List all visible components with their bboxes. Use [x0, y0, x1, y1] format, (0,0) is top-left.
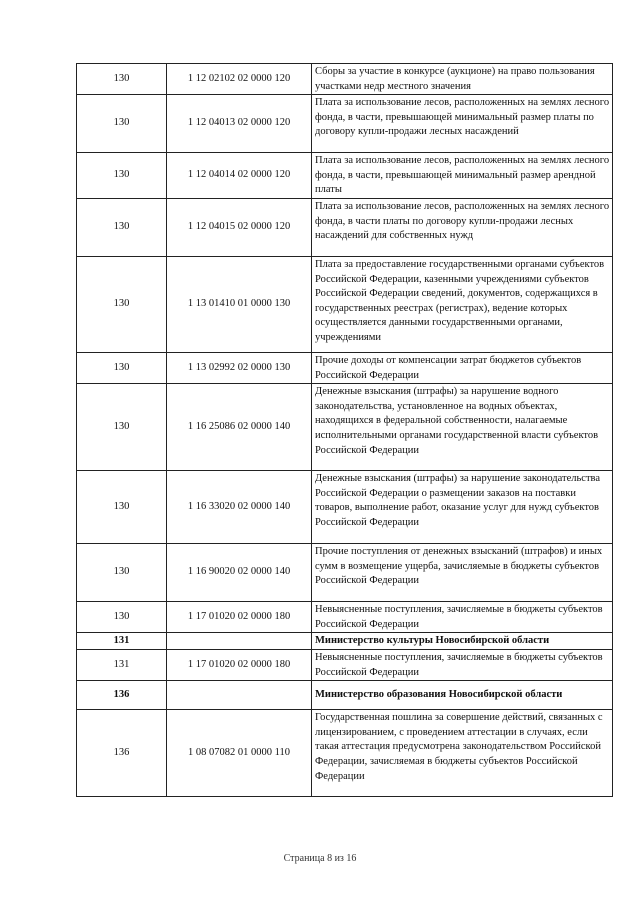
revenue-name-cell: Прочие доходы от компенсации затрат бюджетов субъектов Российской Федерации	[312, 352, 613, 383]
table-row	[77, 602, 613, 633]
revenue-name-cell: Плата за использование лесов, расположенных на землях лесного фонда, в части, превышающей минимальный размер арендной платы	[312, 153, 613, 199]
admin-code-cell: 130	[77, 95, 167, 153]
admin-code-cell: 130	[77, 256, 167, 352]
table-row	[77, 64, 613, 95]
table-row	[77, 544, 613, 602]
admin-code-cell: 130	[77, 352, 167, 383]
revenue-name-cell: Плата за использование лесов, расположенных на землях лесного фонда, в части, превышающей минимальный размер платы по договору купли-продажи лесных насаждений	[312, 95, 613, 153]
revenue-code-cell: 1 13 01410 01 0000 130	[167, 256, 312, 352]
revenue-code-cell: 1 12 04013 02 0000 120	[167, 95, 312, 153]
revenue-code-cell: 1 16 33020 02 0000 140	[167, 471, 312, 544]
table-row	[77, 384, 613, 471]
admin-code-cell: 130	[77, 153, 167, 199]
revenue-code-cell: 1 12 02102 02 0000 120	[167, 64, 312, 95]
table-row	[77, 681, 613, 710]
admin-code-cell: 136	[77, 681, 167, 710]
revenue-name-cell: Невыясненные поступления, зачисляемые в бюджеты субъектов Российской Федерации	[312, 649, 613, 680]
revenue-code-cell: 1 17 01020 02 0000 180	[167, 602, 312, 633]
table-row	[77, 256, 613, 352]
admin-code-cell: 131	[77, 633, 167, 650]
admin-code-cell: 131	[77, 649, 167, 680]
admin-code-cell: 136	[77, 710, 167, 797]
table-body	[77, 64, 613, 797]
table-row	[77, 633, 613, 650]
revenue-name-cell: Денежные взыскания (штрафы) за нарушение законодательства Российской Федерации о размещении заказов на поставки товаров, выполнение работ, оказание услуг для нужд субъектов Российской Федерации	[312, 471, 613, 544]
revenue-code-cell: 1 08 07082 01 0000 110	[167, 710, 312, 797]
table-row	[77, 198, 613, 256]
revenue-name-cell: Государственная пошлина за совершение действий, связанных с лицензированием, с проведением аттестации в случаях, если такая аттестация предусмотрена законодательством Российской Федерации, зачисляемая в бюджеты субъектов Российской Федерации	[312, 710, 613, 797]
admin-code-cell: 130	[77, 471, 167, 544]
table-row	[77, 649, 613, 680]
table-row	[77, 710, 613, 797]
revenue-code-cell: 1 12 04015 02 0000 120	[167, 198, 312, 256]
revenue-code-cell: 1 13 02992 02 0000 130	[167, 352, 312, 383]
revenue-name-cell: Министерство культуры Новосибирской области	[312, 633, 613, 650]
revenue-code-cell: 1 16 90020 02 0000 140	[167, 544, 312, 602]
page-footer: Страница 8 из 16	[283, 853, 357, 864]
admin-code-cell: 130	[77, 544, 167, 602]
revenue-code-cell: 1 16 25086 02 0000 140	[167, 384, 312, 471]
revenue-code-cell	[167, 681, 312, 710]
revenue-name-cell: Сборы за участие в конкурсе (аукционе) на право пользования участками недр местного значения	[312, 64, 613, 95]
admin-code-cell: 130	[77, 384, 167, 471]
revenue-name-cell: Министерство образования Новосибирской области	[312, 681, 613, 710]
revenue-name-cell: Денежные взыскания (штрафы) за нарушение водного законодательства, установленное на водных объектах, находящихся в федеральной собственности, налагаемые исполнительными органами государственной власти субъектов Российской Федерации	[312, 384, 613, 471]
table-row	[77, 471, 613, 544]
revenue-name-cell: Прочие поступления от денежных взысканий (штрафов) и иных сумм в возмещение ущерба, зачисляемые в бюджеты субъектов Российской Федерации	[312, 544, 613, 602]
table-row	[77, 352, 613, 383]
revenue-code-cell: 1 17 01020 02 0000 180	[167, 649, 312, 680]
revenue-code-cell: 1 12 04014 02 0000 120	[167, 153, 312, 199]
table-row	[77, 153, 613, 199]
revenue-code-cell	[167, 633, 312, 650]
admin-code-cell: 130	[77, 198, 167, 256]
revenue-name-cell: Невыясненные поступления, зачисляемые в бюджеты субъектов Российской Федерации	[312, 602, 613, 633]
table-row	[77, 95, 613, 153]
budget-codes-table	[76, 63, 613, 797]
admin-code-cell: 130	[77, 64, 167, 95]
revenue-name-cell: Плата за использование лесов, расположенных на землях лесного фонда, в части платы по договору купли-продажи лесных насаждений для собственных нужд	[312, 198, 613, 256]
admin-code-cell: 130	[77, 602, 167, 633]
revenue-name-cell: Плата за предоставление государственными органами субъектов Российской Федерации, казенными учреждениями субъектов Российской Федерации сведений, документов, содержащихся в государственных реестрах (регистрах), ведение которых осуществляется данными государственными органами, учреждениями	[312, 256, 613, 352]
